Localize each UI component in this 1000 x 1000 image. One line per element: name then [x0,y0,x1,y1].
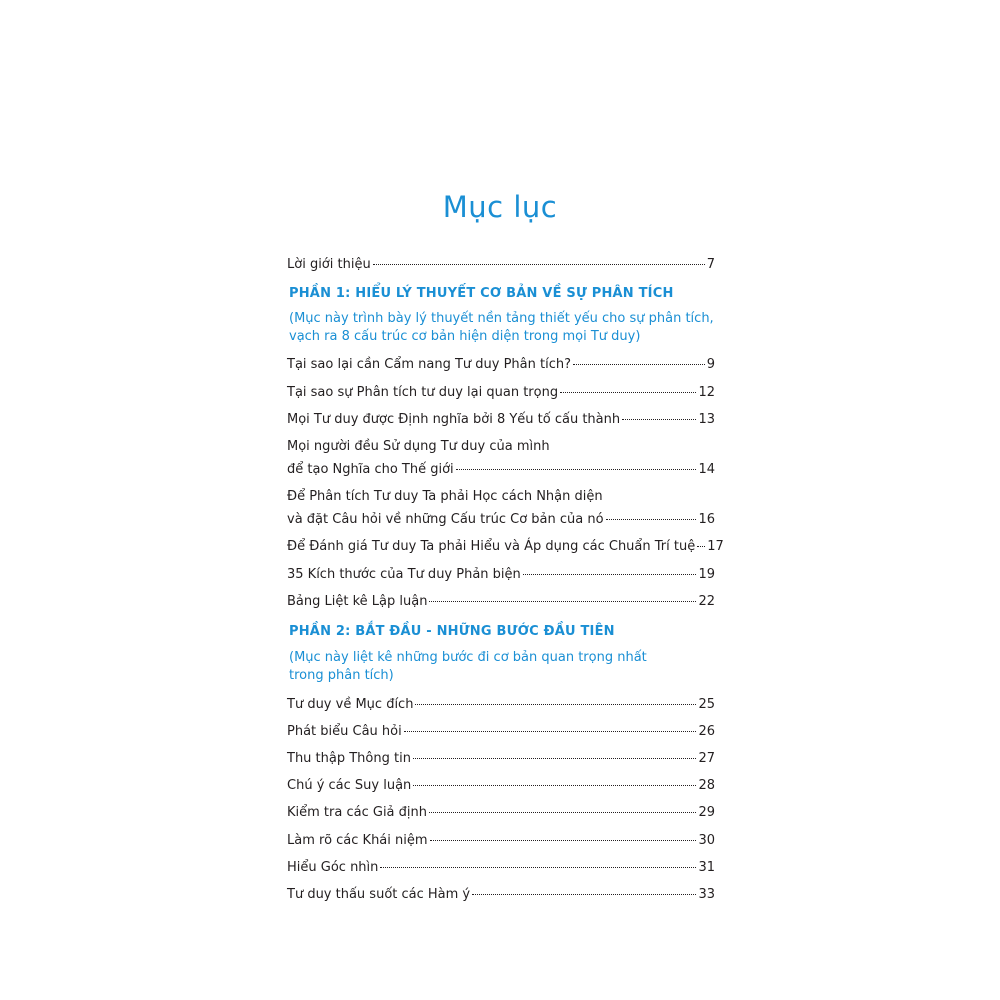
toc-entry-label: Tư duy về Mục đích [287,697,414,712]
toc-entry-label: Phát biểu Câu hỏi [287,724,402,739]
toc-entry-page: 7 [706,257,715,272]
toc-entry-page: 25 [698,697,715,712]
toc-entry-page: 12 [698,385,715,400]
toc-entry-page: 33 [698,887,715,902]
part-2-heading: PHẦN 2: BẮT ĐẦU - NHỮNG BƯỚC ĐẦU TIÊN [289,624,615,639]
toc-entry-page: 26 [698,724,715,739]
toc-entry-label: Tại sao sự Phân tích tư duy lại quan trọng [287,385,559,400]
toc-entry-page: 14 [698,462,715,477]
toc-entry-label: để tạo Nghĩa cho Thế giới [287,462,454,477]
toc-entry[interactable] [287,804,715,821]
toc-entry-page: 31 [698,860,715,875]
toc-entry-page: 19 [698,567,715,582]
toc-entry[interactable] [287,461,715,478]
part-2-description-line: (Mục này liệt kê những bước đi cơ bản quan trọng nhất [289,650,647,665]
toc-entry[interactable] [287,411,715,428]
toc-entry[interactable] [287,356,715,373]
toc-entry-label: và đặt Câu hỏi về những Cấu trúc Cơ bản của nó [287,512,604,527]
toc-entry-page: 30 [698,833,715,848]
toc-entry-label: Thu thập Thông tin [287,751,411,766]
toc-entry-label: Lời giới thiệu [287,257,371,272]
toc-entry[interactable] [287,538,724,555]
toc-entry-page: 16 [698,512,715,527]
page-title: Mục lục [442,190,558,224]
toc-entry-label: Kiểm tra các Giả định [287,805,427,820]
dot-leader [606,519,697,520]
dot-leader [380,867,696,868]
toc-entry[interactable] [287,859,715,876]
toc-entry-intro[interactable] [287,256,715,273]
toc-entry-label: Để Đánh giá Tư duy Ta phải Hiểu và Áp dụng các Chuẩn Trí tuệ [287,539,696,554]
toc-entry[interactable] [287,566,715,583]
toc-entry[interactable] [287,696,715,713]
dot-leader [472,894,696,895]
toc-entry[interactable] [287,511,715,528]
part-2-description-line: trong phân tích) [289,668,394,683]
part-1-description-line: (Mục này trình bày lý thuyết nền tảng thiết yếu cho sự phân tích, [289,311,714,326]
toc-entry[interactable] [287,723,715,740]
dot-leader [456,469,697,470]
toc-entry[interactable] [287,593,715,610]
dot-leader [404,731,697,732]
toc-entry-label: Chú ý các Suy luận [287,778,412,793]
toc-entry[interactable] [287,384,715,401]
dot-leader [373,264,705,265]
toc-entry-label: Hiểu Góc nhìn [287,860,379,875]
part-1-description-line: vạch ra 8 cấu trúc cơ bản hiện diện trong mọi Tư duy) [289,329,641,344]
dot-leader [415,704,696,705]
toc-entry-page: 9 [706,357,715,372]
toc-entry-page: 13 [698,412,715,427]
dot-leader [622,419,696,420]
toc-entry-page: 17 [707,539,724,554]
toc-entry-page: 27 [698,751,715,766]
toc-entry[interactable] [287,750,715,767]
dot-leader [429,812,696,813]
toc-entry-first-line: Mọi người đều Sử dụng Tư duy của mình [287,439,550,454]
toc-entry-label: Tư duy thấu suốt các Hàm ý [287,887,471,902]
toc-entry-label: 35 Kích thước của Tư duy Phản biện [287,567,521,582]
toc-entry-page: 29 [698,805,715,820]
toc-entry[interactable] [287,832,715,849]
toc-entry-label: Bảng Liệt kê Lập luận [287,594,428,609]
part-1-description [289,310,714,346]
toc-entry-label: Tại sao lại cần Cẩm nang Tư duy Phân tích? [287,357,571,372]
part-1-heading: PHẦN 1: HIỂU LÝ THUYẾT CƠ BẢN VỀ SỰ PHÂN TÍCH [289,286,674,301]
dot-leader [429,601,696,602]
toc-entry-page: 22 [698,594,715,609]
dot-leader [413,785,696,786]
toc-entry-label: Mọi Tư duy được Định nghĩa bởi 8 Yếu tố cấu thành [287,412,621,427]
toc-entry[interactable] [287,886,715,903]
dot-leader [413,758,697,759]
toc-entry-page: 28 [698,778,715,793]
toc-entry-first-line: Để Phân tích Tư duy Ta phải Học cách Nhận diện [287,489,603,504]
dot-leader [560,392,696,393]
dot-leader [573,364,705,365]
toc-entry[interactable] [287,777,715,794]
dot-leader [697,546,705,547]
toc-entry-label: Làm rõ các Khái niệm [287,833,428,848]
dot-leader [523,574,697,575]
dot-leader [430,840,697,841]
part-2-description [289,649,647,685]
